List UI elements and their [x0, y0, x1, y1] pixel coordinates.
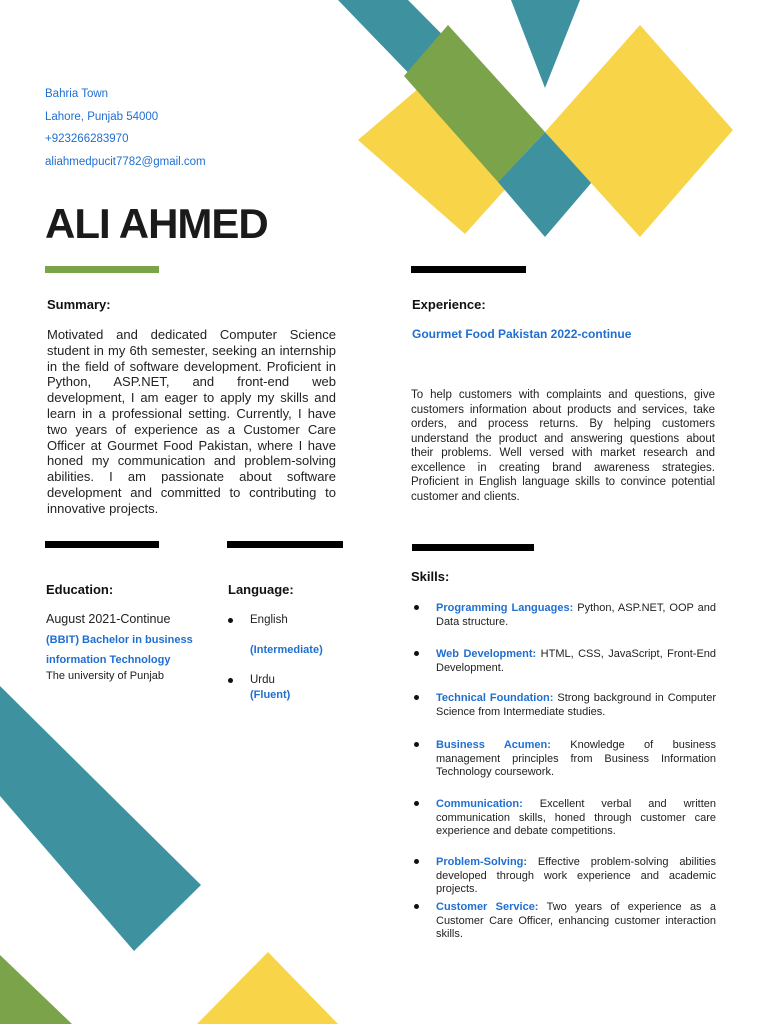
summary-heading: Summary: — [47, 297, 111, 312]
skill-item — [436, 798, 716, 839]
experience-divider — [411, 266, 526, 273]
name-underline-divider — [45, 266, 159, 273]
bullet-icon — [414, 801, 419, 806]
skill-text: Excellent verbal and written communication skills, honed through customer care experience and debate competitions. — [436, 798, 716, 837]
contact-info — [45, 86, 206, 176]
skill-text: Two years of experience as a Customer Care Officer, enhancing customer interaction skills. — [436, 901, 716, 940]
skills-divider — [412, 544, 534, 551]
skill-item — [436, 692, 716, 719]
education-divider — [45, 541, 159, 548]
address-line-2: Lahore, Punjab 54000 — [45, 110, 159, 123]
bullet-icon — [228, 618, 233, 623]
skill-key: Business Acumen: — [436, 739, 551, 751]
skill-key: Technical Foundation: — [436, 692, 554, 704]
language-heading: Language: — [228, 582, 294, 597]
bullet-icon — [414, 904, 419, 909]
skill-key: Problem-Solving: — [436, 856, 528, 868]
yellow-triangle-bottom — [197, 952, 338, 1024]
education-heading: Education: — [46, 582, 114, 597]
experience-description: To help customers with complaints and questions, give customers information about products and services, take orders, and process returns. By helping customers understand the product and answering questions about their problems. Well versed with market research and excellence in creating brand awareness strategies. Proficient in English language skills to convince potential customer and clients. — [411, 389, 715, 503]
summary-text: Motivated and dedicated Computer Science student in my 6th semester, seeking an internship in the field of software development. Proficient in Python, ASP.NET, and front-end web development, I am eager to apply my skills and learn in a professional setting. Currently, I have two years of experience as a Customer Care Officer at Gourmet Food Pakistan, where I have honed my communication and problem-solving abilities. I am passionate about software development and committed to contributing to innovative projects. — [47, 327, 336, 516]
teal-triangle-top — [511, 0, 580, 88]
skill-text: Effective problem-solving abilities developed through work experience and academic projects. — [436, 856, 716, 895]
bullet-icon — [414, 742, 419, 747]
skill-key: Communication: — [436, 798, 523, 810]
skills-heading: Skills: — [411, 569, 450, 584]
phone-number[interactable]: +923266283970 — [45, 133, 129, 145]
language-name: Urdu — [250, 674, 275, 686]
skill-key: Programming Languages: — [436, 602, 574, 614]
green-triangle-bottom — [0, 955, 72, 1024]
experience-heading: Experience: — [412, 297, 486, 312]
skill-text: Python, ASP.NET, OOP and Data structure. — [436, 602, 716, 628]
experience-role: Gourmet Food Pakistan 2022-continue — [412, 327, 632, 341]
education-date: August 2021-Continue — [46, 612, 171, 626]
skill-key: Customer Service: — [436, 901, 539, 913]
language-divider — [227, 541, 343, 548]
skill-text: HTML, CSS, JavaScript, Front-End Development. — [436, 648, 717, 674]
bullet-icon — [414, 695, 419, 700]
email-link[interactable]: aliahmedpucit7782@gmail.com — [45, 155, 206, 168]
skill-item — [436, 856, 716, 897]
bullet-icon — [228, 678, 233, 683]
skill-key: Web Development: — [436, 648, 537, 660]
skill-item — [436, 739, 716, 780]
address-line-1: Bahria Town — [45, 88, 109, 100]
bullet-icon — [414, 605, 419, 610]
skill-text: Knowledge of business management principles from Business Information Technology coursework. — [436, 739, 716, 778]
language-name: English — [250, 614, 288, 626]
bullet-icon — [414, 859, 419, 864]
teal-stripe-bottom-left — [0, 686, 201, 951]
skill-item — [436, 602, 716, 629]
language-level: (Fluent) — [250, 689, 291, 701]
skill-item — [436, 648, 716, 675]
candidate-name: ALI AHMED — [45, 200, 268, 247]
education-degree: (BBIT) Bachelor in business information Technology — [46, 634, 193, 666]
language-level: (Intermediate) — [250, 644, 323, 656]
skill-text: Strong background in Computer Science from Intermediate studies. — [436, 692, 717, 718]
bullet-icon — [414, 651, 419, 656]
education-school: The university of Punjab — [46, 670, 165, 682]
skill-item — [436, 901, 716, 942]
yellow-diamond-right — [545, 25, 733, 237]
